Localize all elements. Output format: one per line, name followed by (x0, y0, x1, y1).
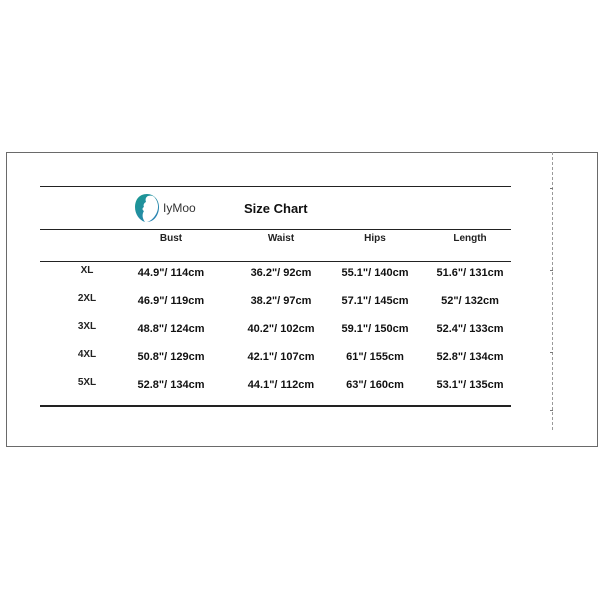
length-value: 52.4"/ 133cm (436, 323, 504, 335)
length-value: 53.1"/ 135cm (436, 379, 504, 391)
waist-value: 42.1"/ 107cm (247, 351, 315, 363)
length-value: 52"/ 132cm (441, 295, 499, 307)
bust-value: 48.8"/ 124cm (137, 323, 205, 335)
brand-name: IyMoo (163, 201, 196, 215)
column-header-hips: Hips (364, 233, 386, 244)
size-label: 5XL (77, 377, 97, 388)
bust-value: 44.9"/ 114cm (137, 267, 205, 279)
waist-value: 36.2"/ 92cm (250, 267, 312, 279)
hips-value: 63"/ 160cm (346, 379, 404, 391)
bust-value: 46.9"/ 119cm (137, 295, 205, 307)
waist-value: 40.2"/ 102cm (247, 323, 315, 335)
guide-tick (550, 410, 553, 411)
column-header-bust: Bust (159, 233, 183, 244)
size-label: XL (80, 265, 94, 276)
column-header-length: Length (453, 233, 487, 244)
size-label: 2XL (77, 293, 97, 304)
hips-value: 59.1"/ 150cm (341, 323, 409, 335)
hips-value: 61"/ 155cm (346, 351, 404, 363)
bust-value: 50.8"/ 129cm (137, 351, 205, 363)
size-label: 3XL (77, 321, 97, 332)
face-silhouette-icon (134, 193, 160, 223)
table-top-rule (40, 186, 511, 187)
hips-value: 57.1"/ 145cm (341, 295, 409, 307)
size-label: 4XL (77, 349, 97, 360)
waist-value: 44.1"/ 112cm (247, 379, 315, 391)
waist-value: 38.2"/ 97cm (250, 295, 312, 307)
dashed-guide-line (552, 152, 553, 430)
length-value: 52.8"/ 134cm (436, 351, 504, 363)
chart-title: Size Chart (244, 201, 308, 216)
header-rule (40, 229, 511, 230)
length-value: 51.6"/ 131cm (436, 267, 504, 279)
table-bottom-rule (40, 405, 511, 407)
guide-tick (550, 352, 553, 353)
bust-value: 52.8"/ 134cm (137, 379, 205, 391)
guide-tick (550, 270, 553, 271)
hips-value: 55.1"/ 140cm (341, 267, 409, 279)
guide-tick (550, 188, 553, 189)
column-header-rule (40, 261, 511, 262)
column-header-waist: Waist (267, 233, 295, 244)
